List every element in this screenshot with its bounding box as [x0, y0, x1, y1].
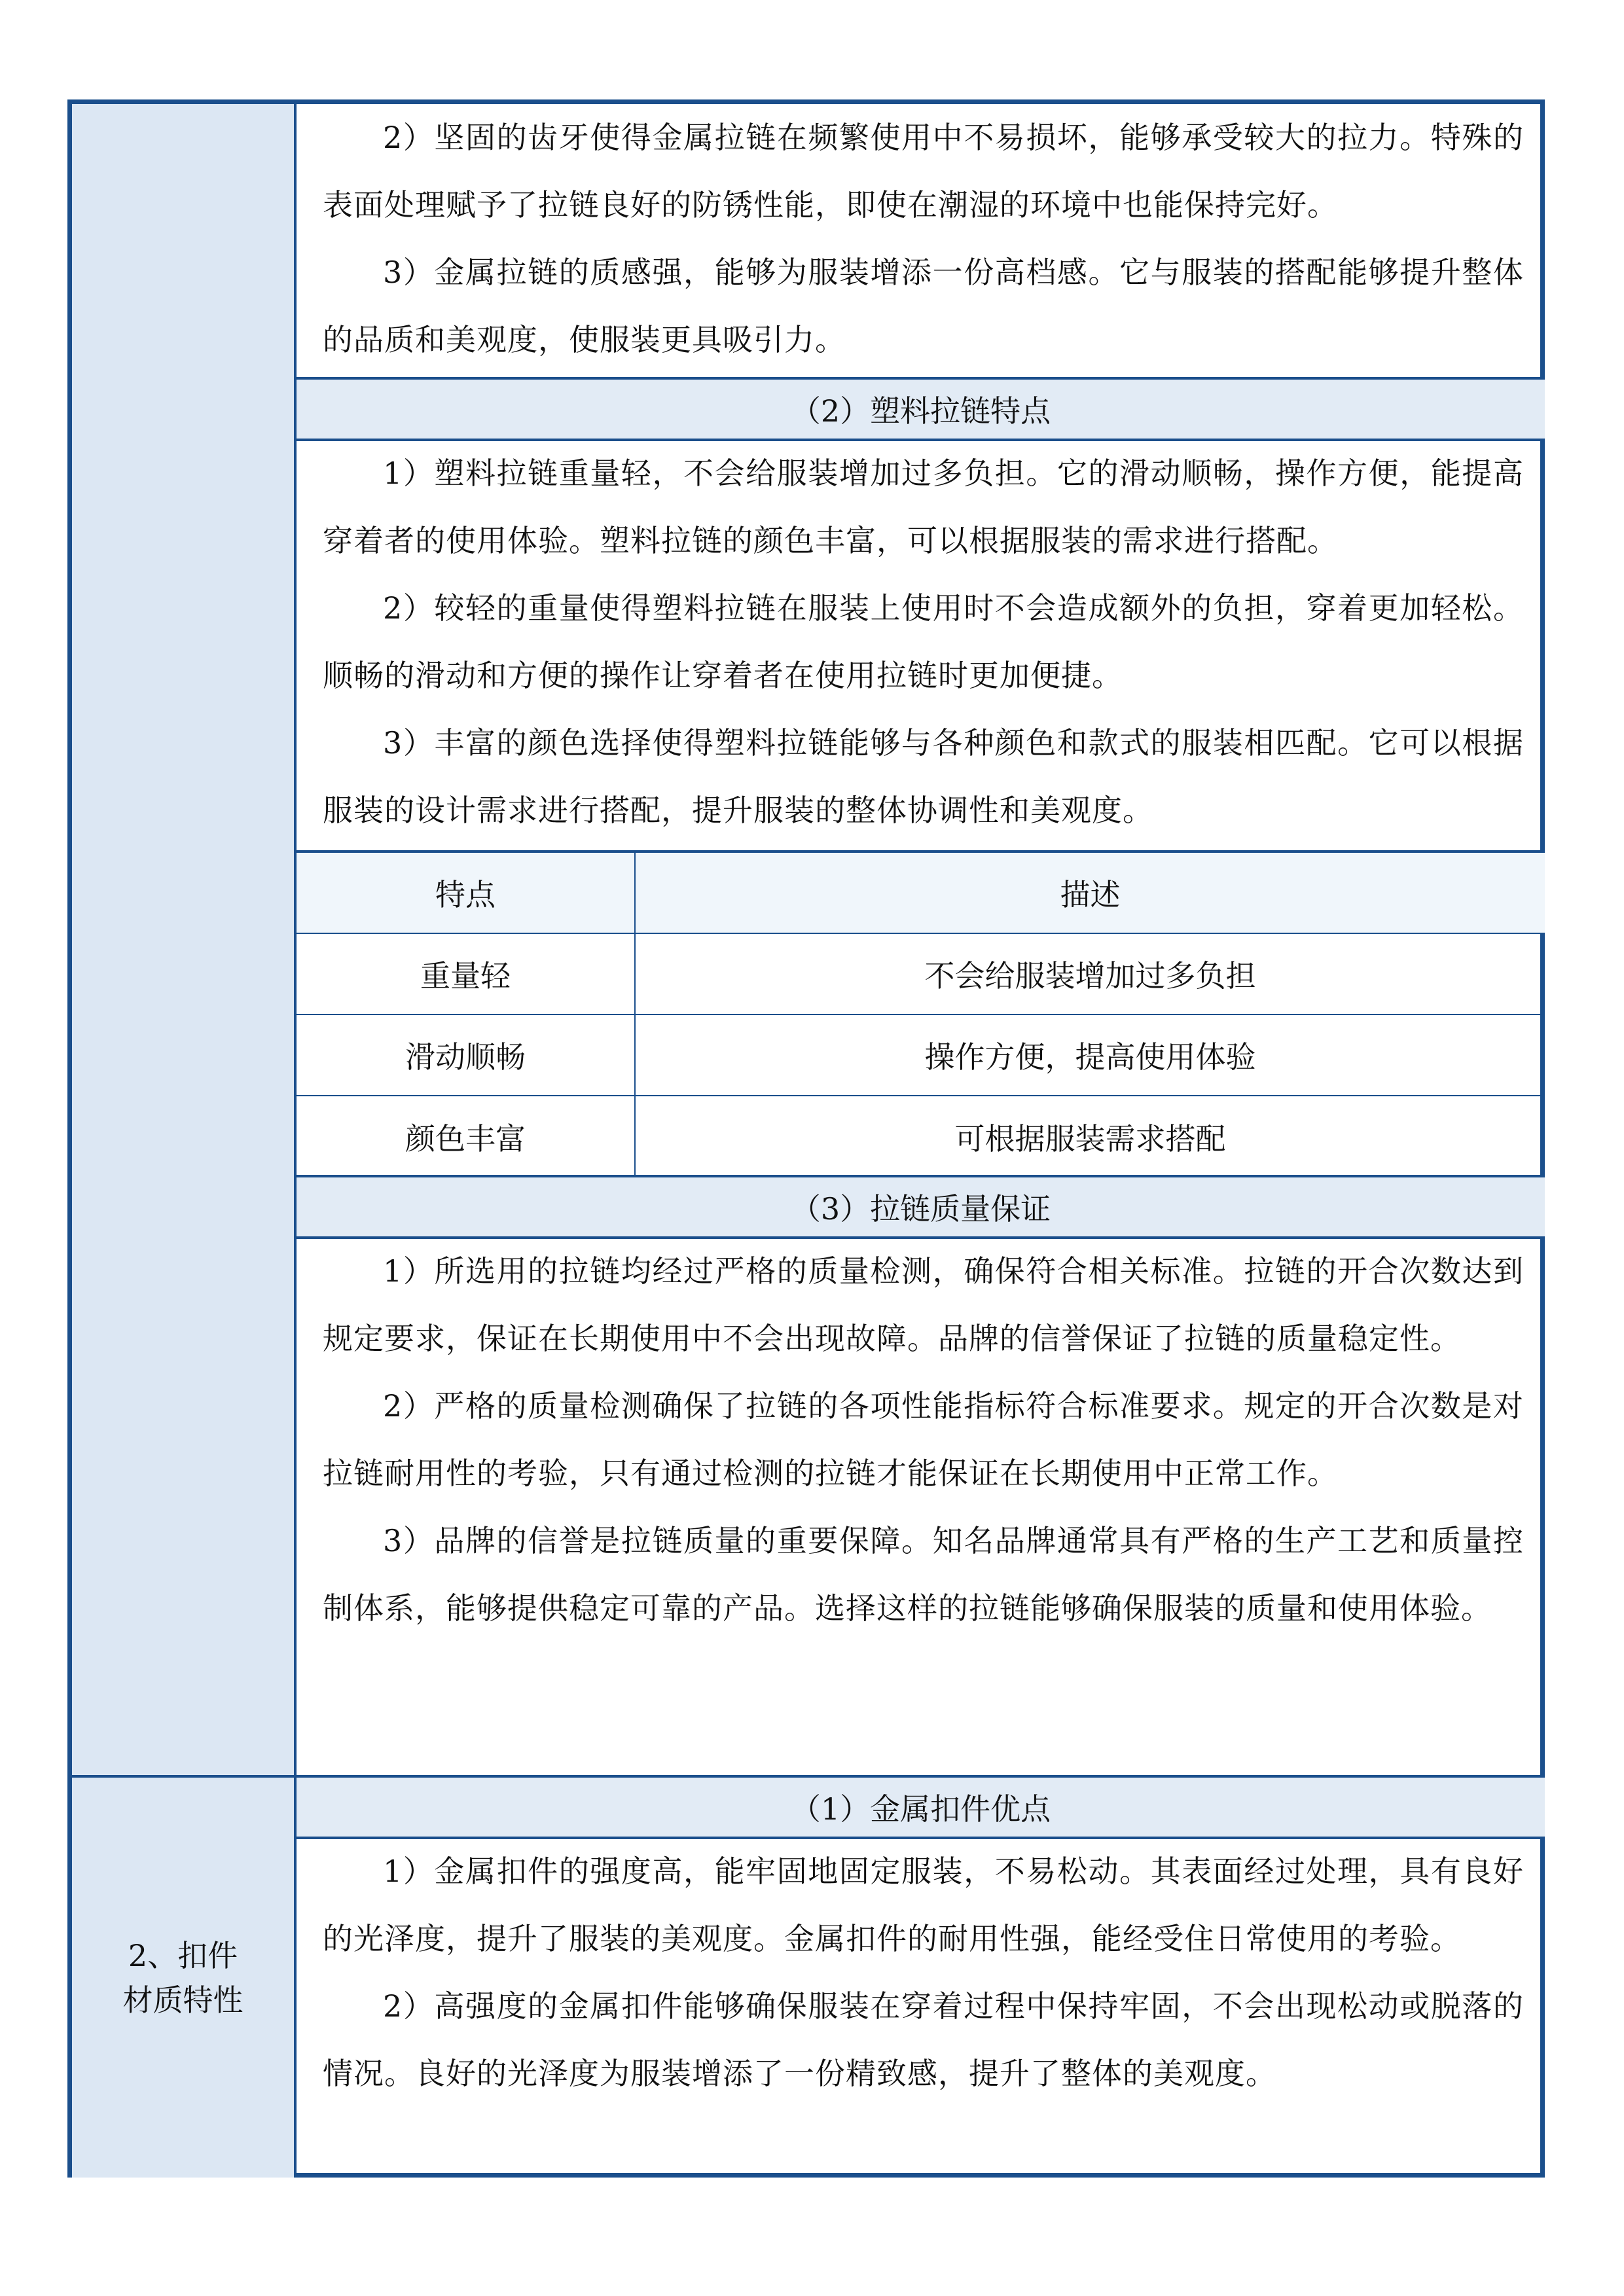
paragraph: 3）品牌的信誉是拉链质量的重要保障。知名品牌通常具有严格的生产工艺和质量控制体系，能够提供稳定可靠的产品。选择这样的拉链能够确保服装的质量和使用体验。 [323, 1523, 1524, 1626]
table-cell: 操作方便，提高使用体验 [924, 1039, 1256, 1075]
paragraph: 2）高强度的金属扣件能够确保服装在穿着过程中保持牢固，不会出现松动或脱落的情况。良好的光泽度为服装增添了一份精致感，提升了整体的美观度。 [323, 1988, 1524, 2091]
table-row [297, 1015, 1545, 1096]
table-cell: 重量轻 [297, 934, 636, 1014]
table-header-cell: 描述 [1060, 877, 1121, 912]
category-cell-fastener [72, 1775, 294, 2178]
paragraph: 2）严格的质量检测确保了拉链的各项性能指标符合标准要求。规定的开合次数是对拉链耐用性的考验，只有通过检测的拉链才能保证在长期使用中正常工作。 [323, 1388, 1524, 1491]
table-row [297, 1096, 1545, 1177]
table-cell: 不会给服装增加过多负担 [924, 958, 1256, 994]
document-table [67, 99, 1545, 2178]
paragraph: 2）较轻的重量使得塑料拉链在服装上使用时不会造成额外的负担，穿着更加轻松。顺畅的滑动和方便的操作让穿着者在使用拉链时更加便捷。 [323, 590, 1524, 693]
table-header-row [297, 853, 1545, 934]
metal-zipper-text [297, 104, 1545, 374]
quality-header: （3）拉链质量保证 [297, 1175, 1545, 1239]
paragraph: 3）丰富的颜色选择使得塑料拉链能够与各种颜色和款式的服装相匹配。它可以根据服装的设计需求进行搭配，提升服装的整体协调性和美观度。 [323, 725, 1524, 828]
category-label: 2、扣件材质特性 [122, 1937, 244, 2018]
quality-text [297, 1238, 1545, 1642]
category-column [72, 104, 297, 2173]
paragraph: 1）所选用的拉链均经过严格的质量检测，确保符合相关标准。拉链的开合次数达到规定要求，保证在长期使用中不会出现故障。品牌的信誉保证了拉链的质量稳定性。 [323, 1253, 1524, 1356]
feature-table [297, 850, 1545, 1167]
metal-fastener-header: （1）金属扣件优点 [297, 1775, 1545, 1839]
plastic-zipper-text [297, 440, 1545, 844]
category-cell-zipper [72, 104, 294, 1775]
paragraph: 3）金属拉链的质感强，能够为服装增添一份高档感。它与服装的搭配能够提升整体的品质和美观度，使服装更具吸引力。 [323, 255, 1524, 357]
content-column [297, 104, 1545, 2173]
paragraph: 2）坚固的齿牙使得金属拉链在频繁使用中不易损坏，能够承受较大的拉力。特殊的表面处理赋予了拉链良好的防锈性能，即使在潮湿的环境中也能保持完好。 [323, 120, 1524, 223]
paragraph: 1）塑料拉链重量轻，不会给服装增加过多负担。它的滑动顺畅，操作方便，能提高穿着者的使用体验。塑料拉链的颜色丰富，可以根据服装的需求进行搭配。 [323, 456, 1524, 558]
table-header-cell: 特点 [297, 853, 636, 933]
table-cell: 颜色丰富 [297, 1096, 636, 1177]
table-cell: 可根据服装需求搭配 [954, 1121, 1226, 1157]
table-row [297, 934, 1545, 1015]
table-cell: 滑动顺畅 [297, 1015, 636, 1095]
plastic-zipper-header: （2）塑料拉链特点 [297, 377, 1545, 441]
metal-fastener-text [297, 1838, 1545, 2108]
paragraph: 1）金属扣件的强度高，能牢固地固定服装，不易松动。其表面经过处理，具有良好的光泽度，提升了服装的美观度。金属扣件的耐用性强，能经受住日常使用的考验。 [323, 1854, 1524, 1956]
